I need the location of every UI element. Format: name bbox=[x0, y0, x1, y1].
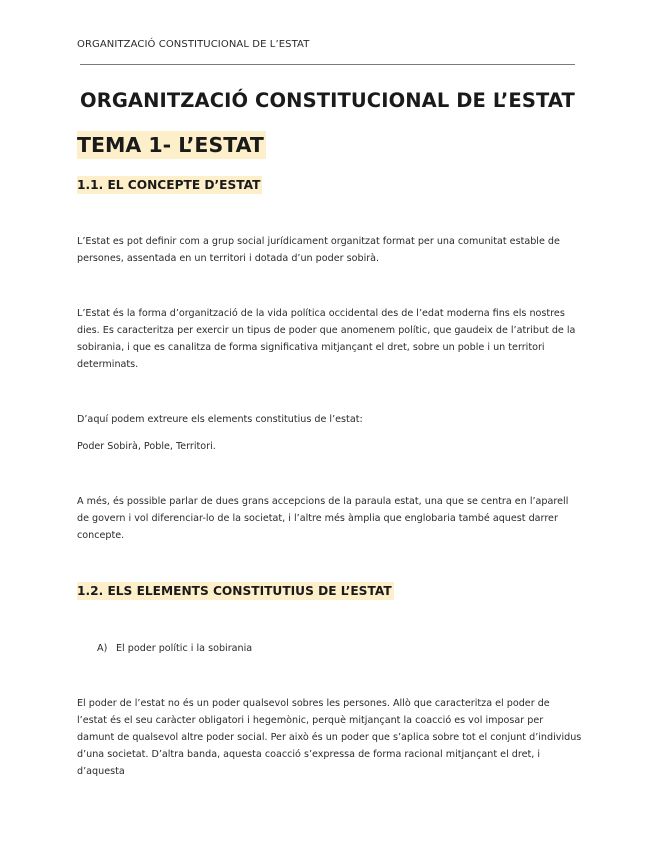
list-marker: A) bbox=[97, 643, 108, 654]
tema-title: TEMA 1- L’ESTAT bbox=[77, 133, 264, 157]
section-title-elements: 1.2. ELS ELEMENTS CONSTITUTIUS DE L’ESTAT bbox=[77, 584, 392, 598]
running-header: ORGANITZACIÓ CONSTITUCIONAL DE L’ESTAT bbox=[77, 39, 310, 50]
document-title: ORGANITZACIÓ CONSTITUCIONAL DE L’ESTAT bbox=[80, 89, 575, 112]
paragraph-elements-list: Poder Sobirà, Poble, Territori. bbox=[77, 441, 216, 452]
paragraph-definicio: L’Estat es pot definir com a grup social jurídicament organitzat format per una comunitat estable de persones, assentada en un territori i dotada d’un poder sobirà. bbox=[77, 236, 560, 264]
list-item-text: El poder polític i la sobirania bbox=[116, 643, 253, 654]
section-title-concepte: 1.1. EL CONCEPTE D’ESTAT bbox=[77, 178, 261, 192]
paragraph-forma-organitzacio: L’Estat és la forma d’organització de la vida política occidental des de l’edat moderna fins els nostres dies. Es caracteritza per exercir un tipus de poder que anomenem polític, que gaudeix de l’atribut de la sobirania, i que es canalitza de forma significativa mitjançant el dret, sobre un poble i un territori determinats. bbox=[77, 308, 576, 370]
list-item-poder-politic bbox=[97, 640, 252, 657]
paragraph-elements-intro: D’aquí podem extreure els elements constitutius de l’estat: bbox=[77, 414, 363, 425]
header-divider bbox=[80, 64, 575, 65]
paragraph-poder-estat: El poder de l’estat no és un poder qualsevol sobres les persones. Allò que caracteritza el poder de l’estat és el seu caràcter obligatori i hegemònic, perquè mitjançant la coacció es vol imposar per damunt de qualsevol altre poder social. Per això és un poder que s’aplica sobre tot el conjunt d’individus d’una societat. D’altra banda, aquesta coacció s’expressa de forma racional mitjançant el dret, i d’aquesta bbox=[77, 698, 582, 777]
paragraph-accepcions: A més, és possible parlar de dues grans accepcions de la paraula estat, una que se centra en l’aparell de govern i vol diferenciar-lo de la societat, i l’altre més àmplia que englobaria també aquest darrer concepte. bbox=[77, 496, 569, 541]
